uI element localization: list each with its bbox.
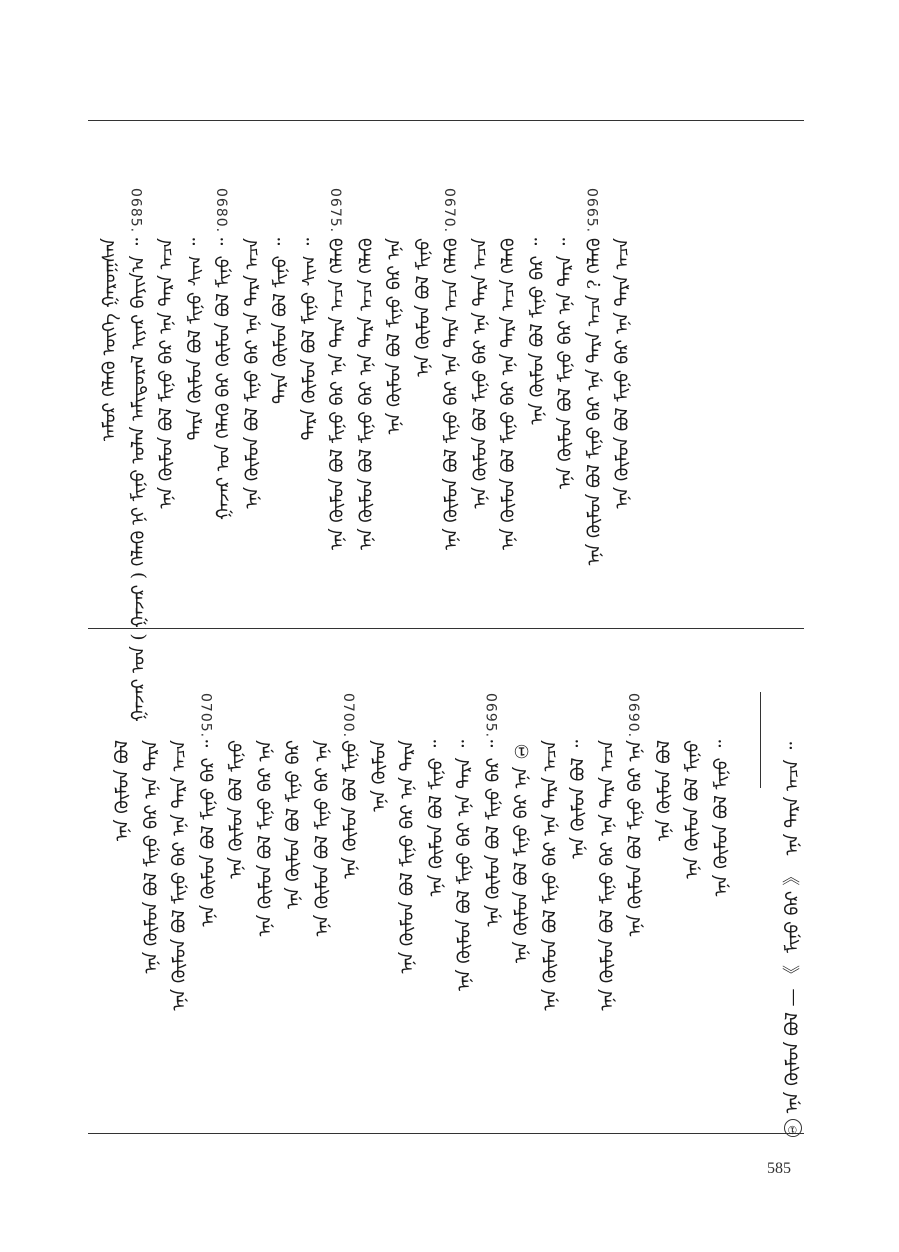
line-text: ᠡᠨᠡ ᠬᠦᠮᠦᠨ ᠪᠣᠯ ᠮᠢᠨᠦ ᠪᠡᠷ ᠡᠨᠡ ᠲᠡᠷᠡ ᠠᠴᠠ ᠬᠡᠯᠡᠬᠦ <box>441 238 462 550</box>
text-line <box>137 0 167 1252</box>
text-line <box>365 0 395 1252</box>
line-number: 0665. <box>583 188 600 234</box>
footnote-text <box>782 742 804 1137</box>
footnote <box>778 0 808 1252</box>
line-text: ᠡᠨᠡ ᠬᠦᠮᠦᠨ ᠪᠣᠯ ᠮᠢᠨᠦ ᠪᠡᠷ ᠡᠨᠡ ᠲᠡᠷᠡ ᠠᠴᠠ <box>612 238 633 509</box>
line-text: ᠡᠨᠡ ᠬᠦᠮᠦᠨ ᠪᠣᠯ ᠮᠢᠨᠦ ᠪᠡᠷ ᠡᠨᠡ ᠲᠡᠷᠡ ᠠᠴᠠ ? ᠬᠡᠯᠡᠬᠦ <box>583 238 605 566</box>
line-text: ᠭᠠᠵᠠᠷ ᠤᠨ ( ᠭᠠᠵᠠᠷ ) ᠬᠡᠯᠡᠬᠦ ᠨᠢ ᠮᠢᠨᠦ ᠣᠯᠠᠨ ᠠᠮᠢᠳᠤᠷᠠᠯ ᠢᠶᠠᠷ ᠪᠠᠶᠢᠨ᠎ᠠ ᠃ <box>127 238 149 722</box>
line-number: 0705. <box>197 693 214 739</box>
line-text: ᠡᠨᠡ ᠬᠦᠮᠦᠨ ᠪᠣᠯ ᠮᠢᠨᠦ ᠪᠡᠷ ᠃ <box>526 238 548 425</box>
line-text: ᠡᠨᠡ ᠬᠦᠮᠦᠨ ᠪᠣᠯ ᠮᠢᠨᠦ ᠪᠡᠷ ᠡᠨᠡ ᠲᠡᠷᠡ ᠃ <box>454 740 475 992</box>
text-line <box>194 0 224 1252</box>
line-text: ᠡᠨᠡ ᠬᠦᠮᠦᠨ ᠪᠣᠯ ᠮᠢᠨᠦ ᠪᠡᠷ ᠡᠨᠡ <box>311 740 333 937</box>
text-line <box>251 0 281 1252</box>
line-text: ᠡᠨᠡ ᠬᠦᠮᠦᠨ ᠪᠣᠯ ᠮᠢᠨᠦ ᠪᠡᠷ <box>283 740 304 910</box>
line-text: ᠡᠨᠡ ᠬᠦᠮᠦᠨ ᠪᠣᠯ ᠮᠢᠨᠦ ᠪᠡᠷ ᠡᠨᠡ ᠲᠡᠷᠡ ᠃ <box>555 238 576 490</box>
line-text: ᠡᠨᠡ ᠬᠦᠮᠦᠨ ᠪᠣᠯ ᠮᠢᠨᠦ ᠃ <box>425 740 447 897</box>
text-line <box>479 0 509 1252</box>
line-text: ᠡᠨᠡ ᠬᠦᠮᠦᠨ ᠪᠣᠯ ᠮᠢᠨᠦ <box>226 740 247 879</box>
text-line <box>422 0 452 1252</box>
text-line <box>621 0 651 1252</box>
line-text: ᠡᠨᠡ ᠬᠦᠮᠦᠨ ᠪᠣᠯ ᠮᠢᠨᠦ ᠪᠡᠷ ᠡᠨᠡ ᠲᠡᠷᠡ ᠠᠴᠠ <box>596 740 618 1011</box>
line-text: ᠡᠨᠡ ᠬᠦᠮᠦᠨ ᠪᠣᠯ ᠮᠢᠨᠦ ᠪᠡᠷ ᠡᠨᠡ ᠲᠡᠷᠡ ᠠᠴᠠ <box>241 238 263 509</box>
text-line <box>450 0 480 1252</box>
text-line <box>279 0 309 1252</box>
line-text: ᠡᠨᠡ ᠬᠦᠮᠦᠨ ᠪᠣᠯ ᠮᠢᠨᠦ ᠪᠡᠷ ᠡᠨᠡ ᠲᠡᠷᠡ ᠠᠴᠠ ᠬᠡᠯᠡᠬᠦ <box>355 238 377 550</box>
line-text: ᠡᠨᠡ ᠬᠦᠮᠦᠨ ᠪᠣᠯ ᠮᠢᠨᠦ ᠪᠡᠷ ᠡᠨᠡ ᠲᠡᠷᠡ <box>397 740 418 974</box>
line-text: ᠡᠨᠡ ᠬᠦᠮᠦᠨ ᠪᠣᠯ ᠮᠢᠨᠦ ᠃ <box>710 740 732 897</box>
text-line <box>678 0 708 1252</box>
line-text: ᠡᠨᠡ ᠬᠦᠮᠦᠨ ᠪᠣᠯ ᠮᠢᠨᠦ <box>682 740 703 879</box>
line-text: ᠡᠨᠡ ᠬᠦᠮᠦᠨ ᠪᠣᠯ ᠮᠢᠨᠦ ᠪᠡᠷ ᠡᠨᠡ ᠲᠡᠷᠡ ᠠᠴᠠ ᠬᠡᠯᠡᠬᠦ <box>327 238 348 550</box>
text-line <box>507 0 537 1252</box>
footnote-marker: ① <box>784 1119 802 1137</box>
line-text: ᠡᠨᠡ ᠬᠦᠮᠦᠨ ᠪᠣᠯ ᠮᠢᠨᠦ ᠪᠡᠷ ᠡᠨᠡ <box>384 238 405 435</box>
line-number: 0685. <box>127 188 144 234</box>
text-line <box>308 0 338 1252</box>
text-line <box>108 0 138 1252</box>
page-number: 585 <box>767 1160 791 1177</box>
line-text: ᠲᠡᠷᠡ ᠬᠦᠮᠦᠨ ᠪᠣᠯ ᠮᠢᠨᠦ ᠃ <box>270 238 291 405</box>
footnote-divider <box>760 692 761 788</box>
line-number: 0680. <box>213 188 229 234</box>
line-text: ᠭᠠᠵᠠᠷ ᠤᠨ ᠬᠡᠯᠡᠬᠦ ᠪᠠᠷ ᠬᠦᠮᠦᠨ ᠪᠣᠯ ᠮᠢᠨᠦ ᠃ <box>213 238 234 520</box>
line-text: ᠡᠨᠡ ᠬᠦᠮᠦᠨ ᠪᠣᠯ ᠮᠢᠨᠦ ᠪᠡᠷ ᠡᠨᠡ <box>625 740 646 937</box>
line-text: ᠡᠨᠡ ᠬᠦᠮᠦᠨ ᠪᠣᠯ ᠮᠢᠨᠦ <box>340 740 361 879</box>
text-line <box>336 0 366 1252</box>
line-text: ᠡᠨᠡ ᠬᠦᠮᠦᠨ ᠪᠣᠯ ᠃ <box>568 740 589 859</box>
line-text: ᠡᠨᠡ ᠬᠦᠮᠦᠨ ᠪᠣᠯ ᠮᠢᠨᠦ ᠪᠡᠷ ᠡᠨᠡ ᠲᠡᠷᠡ ᠠᠴᠠ <box>539 740 561 1011</box>
line-number: 0695. <box>482 693 499 739</box>
line-text: ᠡᠨᠡ ᠬᠦᠮᠦᠨ ᠪᠣᠯ ᠮᠢᠨᠦ ᠪᠡᠷ ᠡᠨᠡ ᠲᠡᠷᠡ ᠠᠴᠠ <box>156 238 177 509</box>
line-text: ᠡᠨᠡ ᠬᠦᠮᠦᠨ ᠪᠣᠯ ᠮᠢᠨᠦ ᠪᠡᠷ ᠃ <box>197 740 219 927</box>
text-line <box>593 0 623 1252</box>
line-number: 0670. <box>441 188 457 234</box>
text-line <box>564 0 594 1252</box>
line-text: ᠡᠨᠡ ᠬᠦᠮᠦᠨ ᠪᠣᠯ ᠮᠢᠨᠦ <box>412 238 434 377</box>
line-text: ᠡᠨᠡ ᠬᠦᠮᠦᠨ <box>368 740 390 812</box>
footnote-body: ᠡᠨᠡ ᠬᠦᠮᠦᠨ ᠪᠣᠯ — 《 ᠮᠢᠨᠦ ᠪᠡᠷ 》 ᠡᠨᠡ ᠲᠡᠷᠡ ᠠᠴᠠ ᠃ <box>782 742 803 1114</box>
line-number: 0690. <box>625 693 641 739</box>
text-line <box>222 0 252 1252</box>
text-line <box>650 0 680 1252</box>
line-text: ᠡᠨᠡ ᠬᠦᠮᠦᠨ ᠪᠣᠯ ᠮᠢᠨᠦ ᠪᠡᠷ ᠡᠨᠡ ᠲᠡᠷᠡ ᠠᠴᠠ <box>169 740 190 1011</box>
line-text: ᠡᠨᠡ ᠬᠦᠮᠦᠨ ᠪᠣᠯ ᠮᠢᠨᠦ ᠪᠡᠷ ᠡᠨᠡ ᠲᠡᠷᠡ <box>140 740 162 974</box>
line-text: ᠠᠮᠤᠷ ᠬᠡᠯᠡᠬᠦ ᠦᠭᠡ ᠭᠠᠷᠤᠭ᠋ᠰᠠᠨ <box>99 238 120 442</box>
line-text: ᠡᠨᠡ ᠬᠦᠮᠦᠨ ᠪᠣᠯ <box>653 740 675 842</box>
line-number: 0675. <box>327 188 343 234</box>
line-text: ᠡᠨᠡ ᠬᠦᠮᠦᠨ ᠪᠣᠯ ᠮᠢᠨᠦ ᠪᠡᠷ ᠡᠨᠡ <box>254 740 276 937</box>
line-text: ᠲᠡᠷᠡ ᠬᠦᠮᠦᠨ ᠪᠣᠯ ᠮᠢᠨᠦ ᠰᠢᠭ᠋ ᠃ <box>184 238 206 441</box>
line-text: ᠲᠡᠷᠡ ᠬᠦᠮᠦᠨ ᠪᠣᠯ ᠮᠢᠨᠦ ᠰᠢᠭ᠋ ᠃ <box>298 238 320 441</box>
text-line <box>165 0 195 1252</box>
line-text: ᠡᠨᠡ ᠬᠦᠮᠦᠨ ᠪᠣᠯ ᠮᠢᠨᠦ ᠪᠡᠷ ᠡᠨᠡ ① <box>511 740 532 964</box>
line-number: 0700. <box>340 693 356 739</box>
text-line <box>536 0 566 1252</box>
line-text: ᠡᠨᠡ ᠬᠦᠮᠦᠨ ᠪᠣᠯ ᠮᠢᠨᠦ ᠪᠡᠷ ᠡᠨᠡ ᠲᠡᠷᠡ ᠠᠴᠠ <box>469 238 491 509</box>
text-line <box>707 0 737 1252</box>
line-text: ᠡᠨᠡ ᠬᠦᠮᠦᠨ ᠪᠣᠯ <box>112 740 133 842</box>
text-line <box>393 0 423 1252</box>
line-text: ᠡᠨᠡ ᠬᠦᠮᠦᠨ ᠪᠣᠯ ᠮᠢᠨᠦ ᠪᠡᠷ ᠡᠨᠡ ᠲᠡᠷᠡ ᠠᠴᠠ ᠬᠡᠯᠡᠬᠦ <box>498 238 519 550</box>
line-text: ᠡᠨᠡ ᠬᠦᠮᠦᠨ ᠪᠣᠯ ᠮᠢᠨᠦ ᠪᠡᠷ ᠃ <box>482 740 504 927</box>
